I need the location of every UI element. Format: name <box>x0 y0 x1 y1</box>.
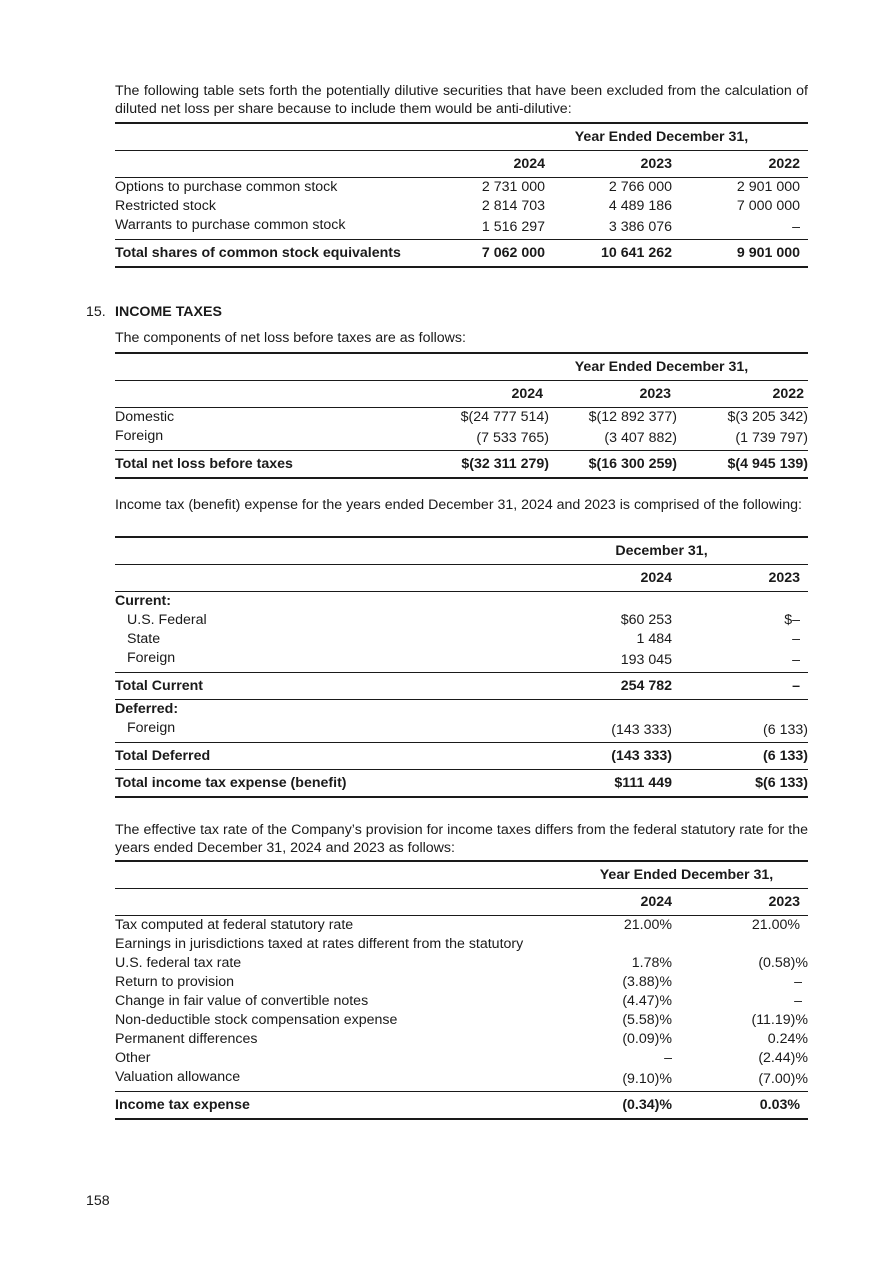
total-row <box>115 451 808 479</box>
row-value: 4 489 186 <box>608 198 672 214</box>
row-value: (6 133) <box>763 722 808 738</box>
row-value: – <box>792 652 800 668</box>
rate-year-2024: 2024 <box>545 889 672 916</box>
row-label: Change in fair value of convertible notes <box>115 993 369 1009</box>
row-value: (0.58)% <box>758 955 808 971</box>
subtotal-value: – <box>672 673 808 700</box>
income-tax-expense-table <box>115 536 808 798</box>
row-value: 0.24% <box>767 1031 808 1047</box>
row-label: Foreign <box>127 720 176 736</box>
row-label: Tax computed at federal statutory rate <box>115 917 354 933</box>
dilutive-year-2022: 2022 <box>672 151 808 178</box>
subtotal-value: (6 133) <box>672 743 808 770</box>
dilutive-year-2024: 2024 <box>445 151 545 178</box>
row-label: Other <box>115 1050 151 1066</box>
row-label: U.S. Federal <box>127 612 207 628</box>
total-value: (0.34)% <box>545 1092 672 1120</box>
table-row <box>115 1030 808 1049</box>
row-value: 2 731 000 <box>481 179 545 195</box>
row-value: (7 533 765) <box>476 430 549 446</box>
row-label: Permanent differences <box>115 1031 258 1047</box>
row-label: Options to purchase common stock <box>115 179 338 195</box>
row-value: $– <box>784 612 800 628</box>
total-value: $(32 311 279) <box>445 451 549 479</box>
table-row <box>115 700 808 720</box>
table-row <box>115 216 808 240</box>
expense-year-2024: 2024 <box>545 565 672 592</box>
row-label: Valuation allowance <box>115 1069 241 1085</box>
effective-tax-rate-table <box>115 860 808 1120</box>
row-value: $(3 205 342) <box>727 409 808 425</box>
expense-year-2023: 2023 <box>672 565 808 592</box>
row-value: 3 386 076 <box>608 219 672 235</box>
row-label: Foreign <box>115 428 164 444</box>
table-row <box>115 992 808 1011</box>
dilutive-year-2023: 2023 <box>545 151 672 178</box>
row-value: $(24 777 514) <box>460 409 549 425</box>
table-row <box>115 592 808 612</box>
deferred-group-label: Deferred: <box>115 701 179 717</box>
row-value: (7.00)% <box>758 1071 808 1087</box>
table-row <box>115 178 808 198</box>
net-loss-year-2023: 2023 <box>549 381 677 408</box>
table-row <box>115 197 808 216</box>
table-row <box>115 916 808 936</box>
table-row <box>115 630 808 649</box>
dilutive-securities-table <box>115 122 808 268</box>
row-value: 2 766 000 <box>608 179 672 195</box>
row-value: (1 739 797) <box>735 430 808 446</box>
table-row <box>115 611 808 630</box>
table-row <box>115 935 808 954</box>
total-label: Total shares of common stock equivalents <box>115 240 445 268</box>
current-group-label: Current: <box>115 593 171 609</box>
dilutive-period-header: Year Ended December 31, <box>445 123 808 151</box>
net-loss-year-2022: 2022 <box>677 381 808 408</box>
section-number: 15. <box>86 304 106 320</box>
row-value: (143 333) <box>611 722 672 738</box>
table-row <box>115 1049 808 1068</box>
row-label: Earnings in jurisdictions taxed at rates different from the statutory <box>115 936 524 952</box>
table-row <box>115 1068 808 1092</box>
row-label: Restricted stock <box>115 198 216 214</box>
table-row <box>115 1011 808 1030</box>
total-value: $(6 133) <box>672 770 808 798</box>
total-value: $(16 300 259) <box>549 451 677 479</box>
row-value: 1 484 <box>636 631 672 647</box>
row-label: Non-deductible stock compensation expense <box>115 1012 398 1028</box>
page-number: 158 <box>86 1193 110 1209</box>
table-row <box>115 719 808 743</box>
row-label: U.S. federal tax rate <box>115 955 242 971</box>
row-value: 2 814 703 <box>481 198 545 214</box>
row-value: – <box>794 993 802 1009</box>
row-label: State <box>127 631 161 647</box>
row-value: – <box>792 219 800 235</box>
total-value: 10 641 262 <box>545 240 672 268</box>
total-label: Total net loss before taxes <box>115 451 445 479</box>
row-label: Warrants to purchase common stock <box>115 217 346 233</box>
row-value: (3 407 882) <box>604 430 677 446</box>
row-label: Domestic <box>115 409 175 425</box>
row-value: – <box>794 974 802 990</box>
row-value: (9.10)% <box>622 1071 672 1087</box>
total-value: 9 901 000 <box>672 240 808 268</box>
row-value: (3.88)% <box>622 974 672 990</box>
table-row <box>115 973 808 992</box>
table-row <box>115 408 808 428</box>
row-value: – <box>792 631 800 647</box>
total-value: 7 062 000 <box>445 240 545 268</box>
row-value: (11.19)% <box>751 1012 808 1028</box>
subtotal-label: Total Current <box>115 673 545 700</box>
table-row <box>115 954 808 973</box>
row-value: 21.00% <box>751 917 800 933</box>
total-row <box>115 1092 808 1120</box>
total-row <box>115 240 808 268</box>
row-value: – <box>664 1050 672 1066</box>
row-value: 7 000 000 <box>736 198 800 214</box>
components-intro-paragraph: The components of net loss before taxes are as follows: <box>115 330 466 346</box>
row-value: 1.78% <box>631 955 672 971</box>
subtotal-value: 254 782 <box>545 673 672 700</box>
row-value: 193 045 <box>620 652 672 668</box>
row-value: $(12 892 377) <box>588 409 677 425</box>
subtotal-row <box>115 743 808 770</box>
total-value: $(4 945 139) <box>677 451 808 479</box>
subtotal-row <box>115 673 808 700</box>
net-loss-year-2024: 2024 <box>445 381 549 408</box>
row-value: 2 901 000 <box>736 179 800 195</box>
row-value: 1 516 297 <box>481 219 545 235</box>
subtotal-value: (143 333) <box>545 743 672 770</box>
total-value: 0.03% <box>672 1092 808 1120</box>
section-title: INCOME TAXES <box>115 304 222 320</box>
dilutive-intro-paragraph: The following table sets forth the potentially dilutive securities that have been excluded from the calculation of diluted net loss per share because to include them would be anti-dilutive: <box>115 83 808 117</box>
row-value: (2.44)% <box>758 1050 808 1066</box>
row-label: Return to provision <box>115 974 235 990</box>
subtotal-label: Total Deferred <box>115 743 545 770</box>
row-value: 21.00% <box>623 917 672 933</box>
expense-period-header: December 31, <box>545 537 808 565</box>
row-value: (0.09)% <box>622 1031 672 1047</box>
row-value <box>672 935 808 954</box>
total-label: Income tax expense <box>115 1092 545 1120</box>
row-value: $60 253 <box>620 612 672 628</box>
rate-year-2023: 2023 <box>672 889 808 916</box>
expense-intro-paragraph: Income tax (benefit) expense for the years ended December 31, 2024 and 2023 is comprised of the following: <box>115 497 802 513</box>
row-value <box>545 935 672 954</box>
section-heading <box>86 304 222 320</box>
row-value: (4.47)% <box>622 993 672 1009</box>
total-label: Total income tax expense (benefit) <box>115 770 545 798</box>
rate-period-header: Year Ended December 31, <box>545 861 808 889</box>
net-loss-period-header: Year Ended December 31, <box>445 353 808 381</box>
table-row <box>115 427 808 451</box>
total-row <box>115 770 808 798</box>
row-label: Foreign <box>127 650 176 666</box>
rate-intro-paragraph: The effective tax rate of the Company’s provision for income taxes differs from the federal statutory rate for the years ended December 31, 2024 and 2023 as follows: <box>115 822 808 856</box>
row-value: (5.58)% <box>622 1012 672 1028</box>
table-row <box>115 649 808 673</box>
total-value: $111 449 <box>545 770 672 798</box>
net-loss-table <box>115 352 808 479</box>
